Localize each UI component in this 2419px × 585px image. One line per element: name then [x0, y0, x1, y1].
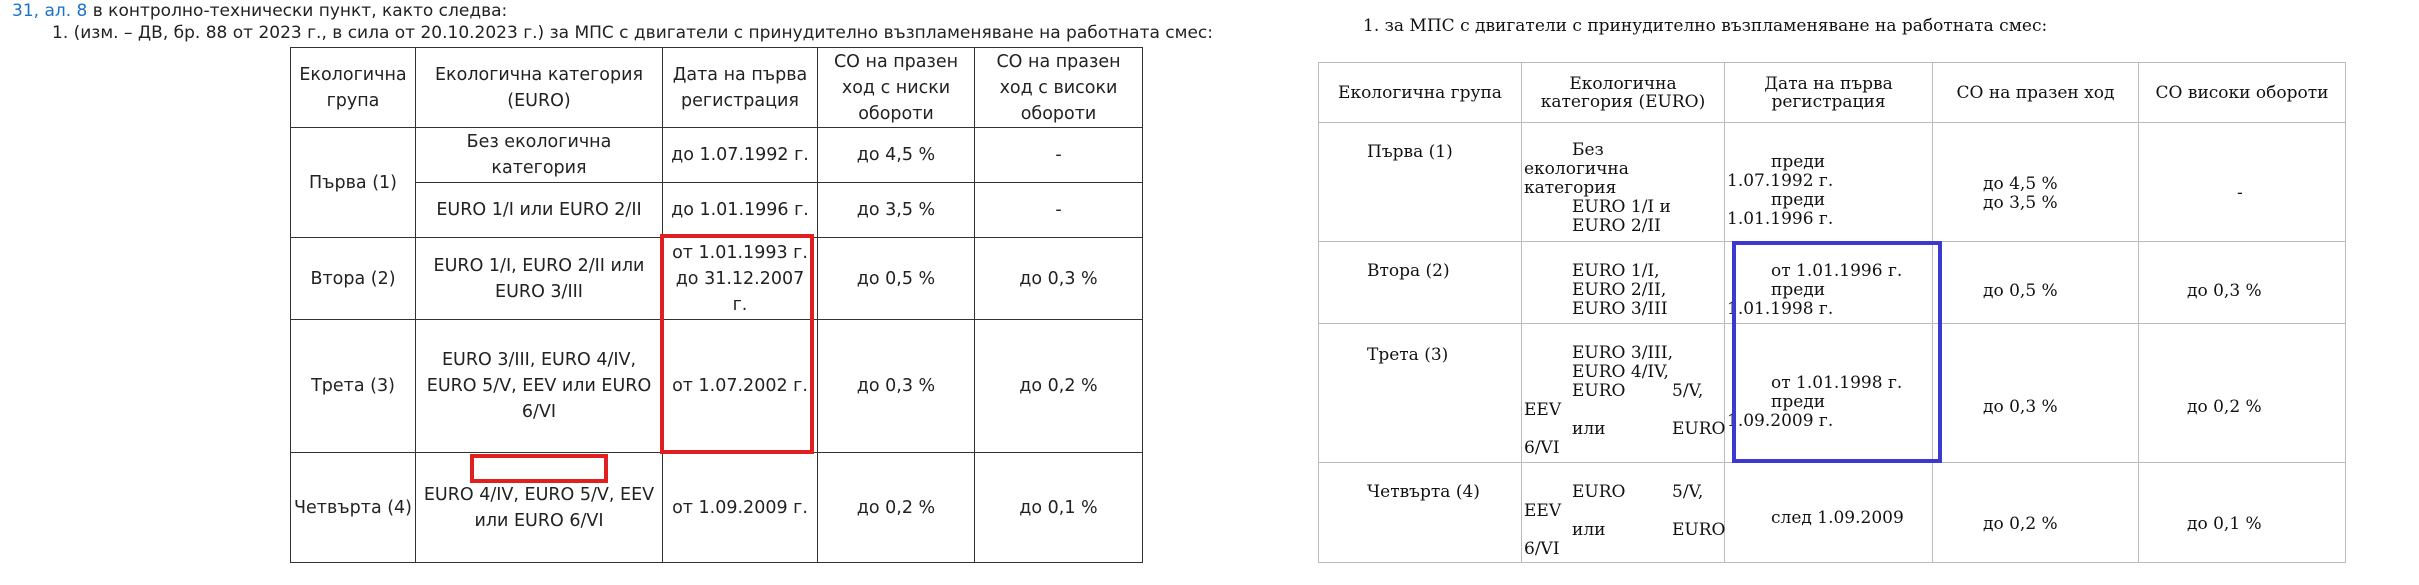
date-line: 1.01.1998 г.	[1727, 299, 1834, 319]
co-low-cell: до 3,5 %	[818, 183, 975, 238]
category-cell: EURO 3/III, EURO 4/IV, EURO 5/V, EEV или EURO 6/VI	[416, 320, 663, 453]
item-line: 1. (изм. – ДВ, бр. 88 от 2023 г., в сила от 20.10.2023 г.) за МПС с двигатели с принудително възпламеняване на работната смес:	[52, 23, 1214, 43]
date-cell: до 1.01.1996 г.	[663, 183, 818, 238]
group-cell: Първа (1)	[291, 128, 416, 238]
date-line: от 1.01.1996 г.	[1771, 261, 1903, 281]
date-line: преди	[1771, 392, 1826, 412]
category-line: EURO 4/IV,	[1572, 362, 1669, 382]
date-cell: след 1.09.2009	[1771, 508, 1904, 528]
date-cell: от 1.01.1993 г. до 31.12.2007 г.	[663, 238, 818, 320]
date-cell: от 1.09.2009 г.	[663, 453, 818, 563]
date-cell: от 1.07.2002 г.	[663, 320, 818, 453]
co-high-cell: -	[2237, 183, 2243, 203]
article-link[interactable]: 31, ал. 8	[12, 1, 88, 21]
category-line: EURO 1/I и	[1572, 197, 1671, 217]
table-row	[1319, 463, 2346, 563]
category-line: категория	[1524, 178, 1617, 198]
co-low-line: до 3,5 %	[1983, 193, 2058, 213]
category-line: 6/VI	[1524, 438, 1560, 458]
header-co-low: CO на празен ход с ниски обороти	[818, 48, 975, 128]
date-line: 1.01.1996 г.	[1727, 209, 1834, 229]
date-highlight-box	[660, 234, 814, 454]
category-line: EURO 3/III,	[1572, 343, 1673, 363]
heading-text: в контролно-технически пункт, както следва:	[87, 1, 508, 21]
category-cell: EURO 1/I, EURO 2/II или EURO 3/III	[416, 238, 663, 320]
category-line: EEV	[1524, 400, 1562, 420]
category-line: 5/V,	[1672, 482, 1704, 502]
table-row	[291, 128, 1143, 183]
header-category: Екологична категория (EURO)	[1522, 63, 1725, 123]
co-low-line: до 4,5 %	[1983, 174, 2058, 194]
category-line: 6/VI	[1524, 539, 1560, 559]
date-line: преди	[1771, 280, 1826, 300]
header-date: Дата на първа регистрация	[663, 48, 818, 128]
category-line: EURO	[1572, 482, 1626, 502]
group-cell: Четвърта (4)	[1367, 482, 1480, 502]
right-document-title: 1. за МПС с двигатели с принудително възпламеняване на работната смес:	[1363, 16, 2048, 36]
date-line: преди	[1771, 152, 1826, 172]
group-cell: Втора (2)	[291, 238, 416, 320]
co-high-cell: -	[975, 183, 1143, 238]
co-low-cell: до 0,5 %	[818, 238, 975, 320]
table-row	[1319, 123, 2346, 242]
category-cell: EURO 4/IV, EURO 5/V, EEV или EURO 6/VI	[416, 453, 663, 563]
header-co-low: CO на празен ход	[1933, 63, 2139, 123]
category-line: EURO 1/I,	[1572, 261, 1660, 281]
header-co-high: CO високи обороти	[2139, 63, 2346, 123]
category-line: EURO	[1572, 381, 1626, 401]
co-high-cell: до 0,3 %	[2187, 281, 2262, 301]
co-low-cell: до 0,2 %	[818, 453, 975, 563]
category-line: EURO 3/III	[1572, 299, 1668, 319]
category-line: 5/V,	[1672, 381, 1704, 401]
date-cell: до 1.07.1992 г.	[663, 128, 818, 183]
header-date: Дата на първа регистрация	[1725, 63, 1933, 123]
category-cell: EURO 1/I или EURO 2/II	[416, 183, 663, 238]
header-group: Екологична група	[1319, 63, 1522, 123]
co-low-cell: до 0,2 %	[1983, 514, 2058, 534]
category-highlight-box	[470, 454, 608, 483]
header-category: Екологична категория (EURO)	[416, 48, 663, 128]
date-line: 1.09.2009 г.	[1727, 411, 1834, 431]
category-line: Без	[1572, 140, 1604, 160]
table-row	[291, 453, 1143, 563]
category-line: EURO	[1672, 419, 1726, 439]
co-low-cell: до 0,3 %	[1983, 397, 2058, 417]
group-cell: Първа (1)	[1367, 142, 1453, 162]
header-co-high: CO на празен ход с високи обороти	[975, 48, 1143, 128]
co-high-cell: до 0,2 %	[975, 320, 1143, 453]
co-high-cell: до 0,1 %	[2187, 514, 2262, 534]
co-high-cell: -	[975, 128, 1143, 183]
category-line: EEV	[1524, 501, 1562, 521]
category-line: EURO 2/II,	[1572, 280, 1667, 300]
category-line: екологична	[1524, 159, 1629, 179]
co-low-cell: до 4,5 %	[818, 128, 975, 183]
group-cell: Четвърта (4)	[291, 453, 416, 563]
date-highlight-box	[1732, 241, 1942, 463]
co-high-cell: до 0,1 %	[975, 453, 1143, 563]
left-document-heading	[12, 0, 1236, 44]
co-high-cell: до 0,3 %	[975, 238, 1143, 320]
table-row	[291, 183, 1143, 238]
co-low-cell: до 0,5 %	[1983, 281, 2058, 301]
date-line: преди	[1771, 190, 1826, 210]
date-line: от 1.01.1998 г.	[1771, 373, 1903, 393]
group-cell: Трета (3)	[291, 320, 416, 453]
category-cell: Без екологична категория	[416, 128, 663, 183]
date-line: 1.07.1992 г.	[1727, 171, 1834, 191]
group-cell: Втора (2)	[1367, 261, 1450, 281]
category-line: EURO 2/II	[1572, 216, 1661, 236]
category-line: EURO	[1672, 520, 1726, 540]
category-line: или	[1572, 520, 1606, 540]
co-high-cell: до 0,2 %	[2187, 397, 2262, 417]
category-line: или	[1572, 419, 1606, 439]
co-low-cell: до 0,3 %	[818, 320, 975, 453]
group-cell: Трета (3)	[1367, 345, 1449, 365]
header-group: Екологична група	[291, 48, 416, 128]
